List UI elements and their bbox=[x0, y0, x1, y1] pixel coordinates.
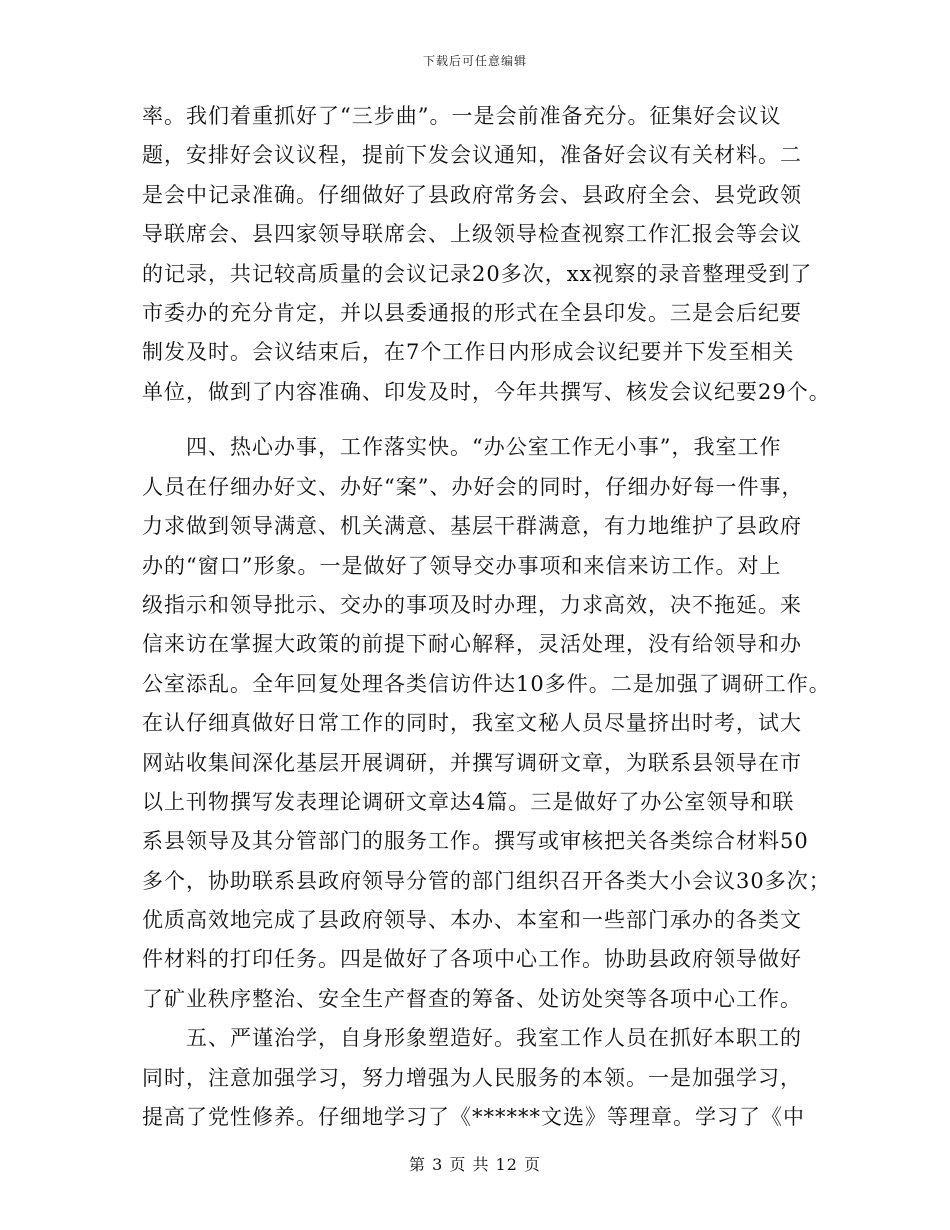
text-line: 网站收集间深化基层开展调研，并撰写调研文章，为联系县领导在市 bbox=[142, 750, 802, 775]
text-line: 人员在仔细办好文、办好“案”、办好会的同时，仔细办好每一件事， bbox=[142, 474, 804, 499]
text-line: 是会中记录准确。仔细做好了县政府常务会、县政府全会、县党政领 bbox=[142, 182, 802, 207]
text-line: 导联席会、县四家领导联席会、上级领导检查视察工作汇报会等会议 bbox=[142, 222, 802, 247]
text-line: 提高了党性修养。仔细地学习了《******文选》等理章。学习了《中 bbox=[142, 1105, 805, 1129]
text-line: 件材料的打印任务。四是做好了各项中心工作。协助县政府领导做好 bbox=[142, 947, 802, 972]
text-line: 率。我们着重抓好了“三步曲”。一是会前准备充分。征集好会议议 bbox=[142, 104, 782, 128]
text-line: 公室添乱。全年回复处理各类信访件达10多件。二是加强了调研工作。 bbox=[142, 671, 831, 696]
text-line: 优质高效地完成了县政府领导、本办、本室和一些部门承办的各类文 bbox=[142, 908, 802, 933]
text-line: 制发及时。会议结束后，在7个工作日内形成会议纪要并下发至相关 bbox=[142, 340, 795, 365]
page-footer: 第 3 页 共 12 页 bbox=[409, 1155, 541, 1174]
text-line: 系县领导及其分管部门的服务工作。撰写或审核把关各类综合材料50 bbox=[142, 829, 809, 854]
text-line: 的记录，共记较高质量的会议记录20多次，xx视察的录音整理受到了 bbox=[142, 261, 813, 286]
text-line: 力求做到领导满意、机关满意、基层干群满意，有力地维护了县政府 bbox=[142, 514, 802, 539]
text-line: 五、严谨治学，自身形象塑造好。我室工作人员在抓好本职工的 bbox=[186, 1026, 802, 1051]
text-line: 办的“窗口”形象。一是做好了领导交办事项和来信来访工作。对上 bbox=[142, 553, 782, 578]
text-line: 同时，注意加强学习，努力增强为人民服务的本领。一是加强学习， bbox=[142, 1065, 802, 1090]
text-line: 多个，协助联系县政府领导分管的部门组织召开各类大小会议30多次； bbox=[142, 868, 831, 893]
text-line: 题，安排好会议议程，提前下发会议通知，准备好会议有关材料。二 bbox=[142, 143, 802, 168]
text-line: 在认仔细真做好日常工作的同时，我室文秘人员尽量挤出时考，试大 bbox=[142, 711, 802, 736]
text-line: 信来访在掌握大政策的前提下耐心解释，灵活处理，没有给领导和办 bbox=[142, 632, 802, 657]
text-line: 级指示和领导批示、交办的事项及时办理，力求高效，决不拖延。来 bbox=[142, 592, 802, 617]
text-line: 市委办的充分肯定，并以县委通报的形式在全县印发。三是会后纪要 bbox=[142, 300, 802, 325]
text-line: 四、热心办事，工作落实快。“办公室工作无小事”，我室工作 bbox=[186, 435, 782, 460]
text-line: 了矿业秩序整治、安全生产督查的筹备、处访处突等各项中心工作。 bbox=[142, 986, 802, 1011]
page-header: 下载后可任意编辑 bbox=[422, 54, 527, 68]
text-line: 以上刊物撰写发表理论调研文章达4篇。三是做好了办公室领导和联 bbox=[142, 789, 795, 814]
text-line: 单位，做到了内容准确、印发及时，今年共撰写、核发会议纪要29个。 bbox=[142, 379, 831, 404]
